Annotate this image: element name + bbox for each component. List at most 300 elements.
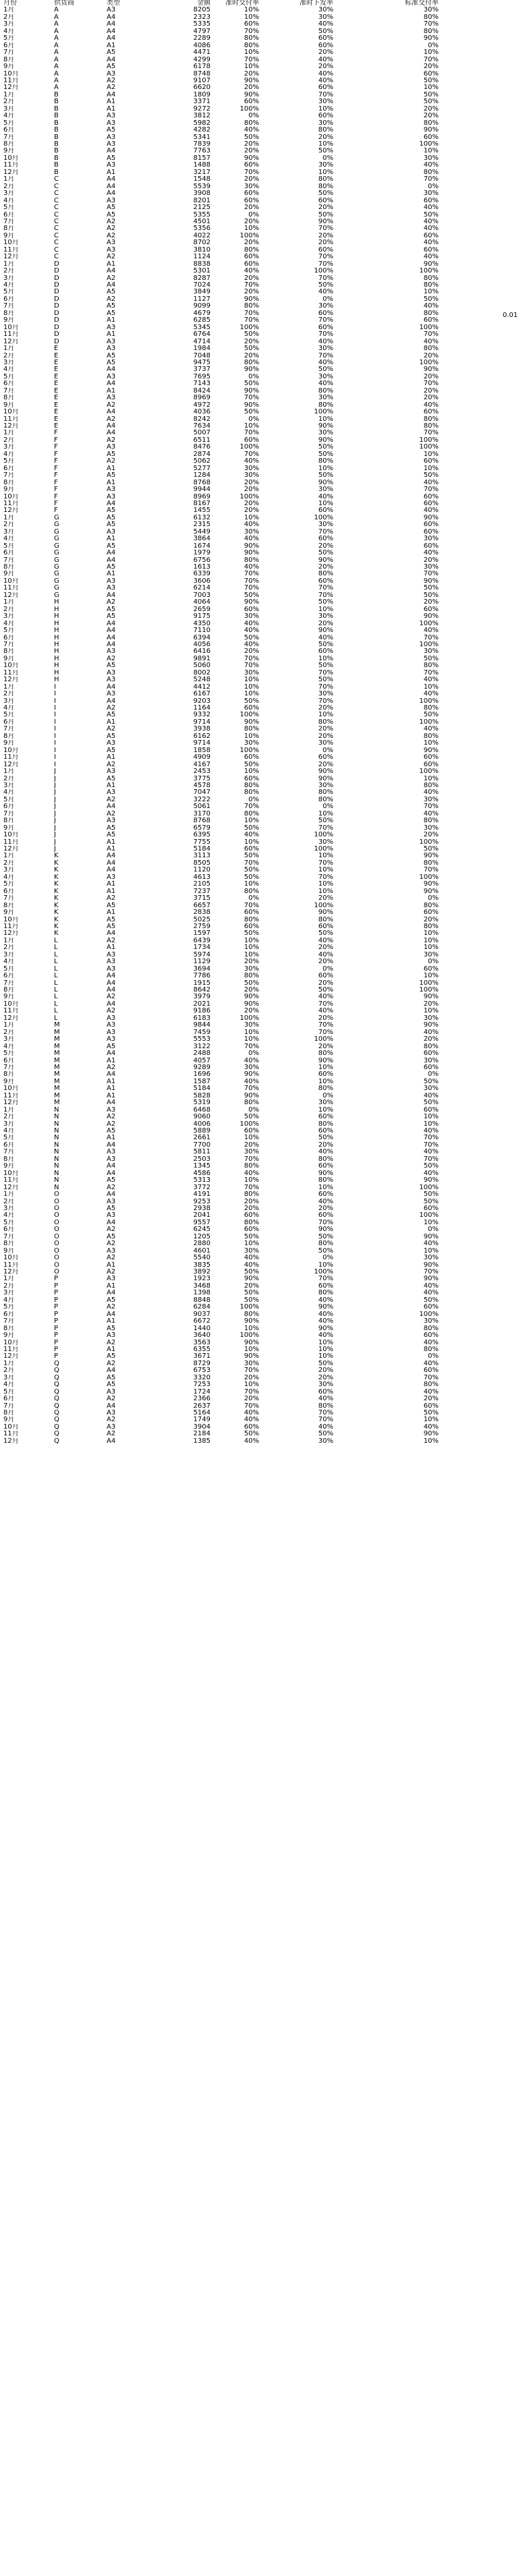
ontime-delivery-cell[interactable]: 80% xyxy=(244,789,259,797)
ontime-issue-cell[interactable]: 60% xyxy=(318,84,333,92)
standard-delivery-cell[interactable]: 10% xyxy=(423,148,439,155)
ontime-delivery-cell[interactable]: 20% xyxy=(244,84,259,92)
supplier-cell[interactable]: Q xyxy=(54,1374,59,1381)
ontime-delivery-cell[interactable]: 80% xyxy=(244,1191,259,1199)
amount-cell[interactable]: 5811 xyxy=(193,1149,211,1156)
type-cell[interactable]: A4 xyxy=(107,556,116,564)
ontime-delivery-cell[interactable]: 90% xyxy=(244,599,259,606)
supplier-cell[interactable]: C xyxy=(54,239,59,247)
standard-delivery-cell[interactable]: 30% xyxy=(423,1057,439,1064)
month-cell[interactable]: 2月 xyxy=(3,1114,15,1121)
supplier-cell[interactable]: Q xyxy=(54,1402,59,1410)
ontime-issue-cell[interactable]: 50% xyxy=(318,1431,333,1438)
amount-cell[interactable]: 7459 xyxy=(193,1029,211,1036)
standard-delivery-cell[interactable]: 30% xyxy=(423,796,439,803)
month-cell[interactable]: 10月 xyxy=(3,70,19,78)
supplier-cell[interactable]: D xyxy=(54,282,59,289)
standard-delivery-cell[interactable]: 50% xyxy=(423,655,439,662)
amount-cell[interactable]: 7695 xyxy=(193,373,211,380)
month-cell[interactable]: 3月 xyxy=(3,444,15,451)
amount-cell[interactable]: 4471 xyxy=(193,49,211,57)
supplier-cell[interactable]: B xyxy=(54,134,59,141)
ontime-issue-cell[interactable]: 60% xyxy=(318,923,333,930)
supplier-cell[interactable]: Q xyxy=(54,1367,59,1375)
standard-delivery-cell[interactable]: 60% xyxy=(423,761,439,768)
supplier-cell[interactable]: H xyxy=(54,627,59,635)
supplier-cell[interactable]: K xyxy=(54,859,59,867)
supplier-cell[interactable]: I xyxy=(54,691,56,698)
standard-delivery-cell[interactable]: 80% xyxy=(423,923,439,930)
ontime-issue-cell[interactable]: 90% xyxy=(318,1057,333,1064)
type-cell[interactable]: A5 xyxy=(107,204,116,212)
standard-delivery-cell[interactable]: 40% xyxy=(423,479,439,486)
type-cell[interactable]: A1 xyxy=(107,1092,116,1099)
amount-cell[interactable]: 2659 xyxy=(193,606,211,613)
ontime-delivery-cell[interactable]: 70% xyxy=(244,56,259,63)
amount-cell[interactable]: 8167 xyxy=(193,500,211,507)
type-cell[interactable]: A2 xyxy=(107,84,116,92)
month-cell[interactable]: 4月 xyxy=(3,1043,15,1050)
supplier-cell[interactable]: D xyxy=(54,324,59,331)
type-cell[interactable]: A3 xyxy=(107,113,116,120)
supplier-cell[interactable]: B xyxy=(54,105,59,113)
amount-cell[interactable]: 3113 xyxy=(193,853,211,860)
standard-delivery-cell[interactable]: 40% xyxy=(423,726,439,733)
ontime-issue-cell[interactable]: 80% xyxy=(318,1240,333,1248)
ontime-delivery-cell[interactable]: 80% xyxy=(244,303,259,310)
month-cell[interactable]: 7月 xyxy=(3,134,15,141)
ontime-issue-cell[interactable]: 40% xyxy=(318,70,333,78)
standard-delivery-cell[interactable]: 40% xyxy=(423,627,439,635)
month-cell[interactable]: 7月 xyxy=(3,218,15,225)
type-cell[interactable]: A3 xyxy=(107,528,116,536)
month-cell[interactable]: 7月 xyxy=(3,641,15,648)
month-cell[interactable]: 11月 xyxy=(3,500,19,507)
ontime-issue-cell[interactable]: 40% xyxy=(318,1332,333,1340)
ontime-issue-cell[interactable]: 20% xyxy=(318,958,333,966)
supplier-cell[interactable]: Q xyxy=(54,1437,59,1445)
ontime-delivery-cell[interactable]: 10% xyxy=(244,225,259,233)
supplier-cell[interactable]: F xyxy=(54,465,58,472)
standard-delivery-cell[interactable]: 40% xyxy=(423,1149,439,1156)
standard-delivery-cell[interactable]: 40% xyxy=(423,1423,439,1431)
ontime-delivery-cell[interactable]: 40% xyxy=(244,620,259,627)
standard-delivery-cell[interactable]: 80% xyxy=(423,119,439,127)
standard-delivery-cell[interactable]: 20% xyxy=(423,1396,439,1403)
type-cell[interactable]: A3 xyxy=(107,7,116,14)
supplier-cell[interactable]: K xyxy=(54,916,59,923)
ontime-issue-cell[interactable]: 40% xyxy=(318,493,333,500)
ontime-issue-cell[interactable]: 30% xyxy=(318,7,333,14)
type-cell[interactable]: A4 xyxy=(107,697,116,705)
type-cell[interactable]: A5 xyxy=(107,542,116,550)
amount-cell[interactable]: 1440 xyxy=(193,1325,211,1332)
standard-delivery-cell[interactable]: 50% xyxy=(423,77,439,84)
month-cell[interactable]: 11月 xyxy=(3,669,19,677)
supplier-cell[interactable]: B xyxy=(54,141,59,148)
standard-delivery-cell[interactable]: 70% xyxy=(423,803,439,811)
standard-delivery-cell[interactable]: 40% xyxy=(423,254,439,261)
ontime-delivery-cell[interactable]: 30% xyxy=(244,1247,259,1255)
ontime-issue-cell[interactable]: 40% xyxy=(318,1296,333,1304)
type-cell[interactable]: A5 xyxy=(107,775,116,782)
ontime-issue-cell[interactable]: 0% xyxy=(323,1255,333,1262)
type-cell[interactable]: A5 xyxy=(107,1296,116,1304)
type-cell[interactable]: A4 xyxy=(107,620,116,627)
ontime-issue-cell[interactable]: 20% xyxy=(318,944,333,952)
ontime-delivery-cell[interactable]: 30% xyxy=(244,965,259,973)
month-cell[interactable]: 1月 xyxy=(3,1360,15,1367)
standard-delivery-cell[interactable]: 60% xyxy=(423,134,439,141)
type-cell[interactable]: A2 xyxy=(107,232,116,239)
ontime-issue-cell[interactable]: 0% xyxy=(323,965,333,973)
standard-delivery-cell[interactable]: 70% xyxy=(423,331,439,339)
amount-cell[interactable]: 2366 xyxy=(193,1396,211,1403)
ontime-delivery-cell[interactable]: 20% xyxy=(244,958,259,966)
ontime-issue-cell[interactable]: 80% xyxy=(318,127,333,134)
type-cell[interactable]: A3 xyxy=(107,395,116,402)
amount-cell[interactable]: 7237 xyxy=(193,888,211,895)
standard-delivery-cell[interactable]: 50% xyxy=(423,1198,439,1205)
month-cell[interactable]: 10月 xyxy=(3,1339,19,1346)
ontime-issue-cell[interactable]: 100% xyxy=(314,902,333,909)
month-cell[interactable]: 5月 xyxy=(3,1219,15,1226)
ontime-issue-cell[interactable]: 90% xyxy=(318,1170,333,1177)
supplier-cell[interactable]: P xyxy=(54,1325,59,1332)
ontime-delivery-cell[interactable]: 50% xyxy=(244,979,259,987)
standard-delivery-cell[interactable]: 50% xyxy=(423,98,439,106)
month-cell[interactable]: 12月 xyxy=(3,846,19,853)
amount-cell[interactable]: 8205 xyxy=(193,7,211,14)
ontime-delivery-cell[interactable]: 20% xyxy=(244,141,259,148)
month-cell[interactable]: 5月 xyxy=(3,204,15,212)
month-cell[interactable]: 7月 xyxy=(3,1318,15,1325)
amount-cell[interactable]: 3904 xyxy=(193,1423,211,1431)
ontime-delivery-cell[interactable]: 80% xyxy=(244,810,259,818)
ontime-delivery-cell[interactable]: 40% xyxy=(244,536,259,543)
ontime-issue-cell[interactable]: 20% xyxy=(318,1043,333,1050)
ontime-delivery-cell[interactable]: 70% xyxy=(244,585,259,592)
type-cell[interactable]: A4 xyxy=(107,28,116,35)
type-cell[interactable]: A3 xyxy=(107,740,116,747)
amount-cell[interactable]: 3775 xyxy=(193,775,211,782)
ontime-delivery-cell[interactable]: 90% xyxy=(244,401,259,409)
standard-delivery-cell[interactable]: 80% xyxy=(423,1325,439,1332)
month-cell[interactable]: 12月 xyxy=(3,592,19,599)
amount-cell[interactable]: 5828 xyxy=(193,1092,211,1099)
ontime-issue-cell[interactable]: 70% xyxy=(318,91,333,98)
ontime-delivery-cell[interactable]: 70% xyxy=(244,169,259,176)
ontime-issue-cell[interactable]: 90% xyxy=(318,436,333,444)
standard-delivery-cell[interactable]: 100% xyxy=(419,768,439,776)
standard-delivery-cell[interactable]: 100% xyxy=(419,718,439,726)
ontime-issue-cell[interactable]: 30% xyxy=(318,1437,333,1445)
supplier-cell[interactable]: F xyxy=(54,430,58,437)
month-cell[interactable]: 3月 xyxy=(3,1120,15,1128)
month-cell[interactable]: 9月 xyxy=(3,1078,15,1085)
standard-delivery-cell[interactable]: 80% xyxy=(423,902,439,909)
standard-delivery-cell[interactable]: 100% xyxy=(419,324,439,331)
ontime-delivery-cell[interactable]: 70% xyxy=(244,571,259,578)
ontime-delivery-cell[interactable]: 70% xyxy=(244,28,259,35)
amount-cell[interactable]: 6178 xyxy=(193,63,211,71)
amount-cell[interactable]: 4167 xyxy=(193,761,211,768)
ontime-delivery-cell[interactable]: 20% xyxy=(244,486,259,494)
supplier-cell[interactable]: C xyxy=(54,225,59,233)
amount-cell[interactable]: 8838 xyxy=(193,260,211,268)
supplier-cell[interactable]: P xyxy=(54,1332,59,1340)
type-cell[interactable]: A4 xyxy=(107,91,116,98)
amount-cell[interactable]: 8157 xyxy=(193,154,211,162)
standard-delivery-cell[interactable]: 90% xyxy=(423,366,439,374)
ontime-delivery-cell[interactable]: 0% xyxy=(248,373,259,380)
amount-cell[interactable]: 4064 xyxy=(193,599,211,606)
type-cell[interactable]: A2 xyxy=(107,937,116,944)
ontime-issue-cell[interactable]: 50% xyxy=(318,282,333,289)
type-cell[interactable]: A3 xyxy=(107,1276,116,1283)
supplier-cell[interactable]: D xyxy=(54,310,59,317)
ontime-issue-cell[interactable]: 60% xyxy=(318,246,333,254)
supplier-cell[interactable]: O xyxy=(54,1269,59,1276)
type-cell[interactable]: A1 xyxy=(107,387,116,395)
ontime-delivery-cell[interactable]: 90% xyxy=(244,1353,259,1361)
type-cell[interactable]: A1 xyxy=(107,1135,116,1142)
month-cell[interactable]: 3月 xyxy=(3,1290,15,1297)
ontime-issue-cell[interactable]: 50% xyxy=(318,987,333,994)
supplier-cell[interactable]: Q xyxy=(54,1423,59,1431)
amount-cell[interactable]: 2880 xyxy=(193,1240,211,1248)
standard-delivery-cell[interactable]: 90% xyxy=(423,1261,439,1269)
standard-delivery-cell[interactable]: 0% xyxy=(428,895,439,903)
amount-cell[interactable]: 4909 xyxy=(193,754,211,762)
type-cell[interactable]: A2 xyxy=(107,1184,116,1191)
amount-cell[interactable]: 5345 xyxy=(193,324,211,331)
ontime-delivery-cell[interactable]: 60% xyxy=(244,1128,259,1135)
type-cell[interactable]: A2 xyxy=(107,1064,116,1071)
amount-cell[interactable]: 4056 xyxy=(193,641,211,648)
standard-delivery-cell[interactable]: 60% xyxy=(423,493,439,500)
standard-delivery-cell[interactable]: 80% xyxy=(423,345,439,353)
supplier-cell[interactable]: N xyxy=(54,1155,59,1163)
supplier-cell[interactable]: E xyxy=(54,345,59,353)
ontime-delivery-cell[interactable]: 70% xyxy=(244,317,259,324)
month-cell[interactable]: 1月 xyxy=(3,1106,15,1114)
ontime-issue-cell[interactable]: 90% xyxy=(318,1304,333,1311)
supplier-cell[interactable]: P xyxy=(54,1346,59,1353)
standard-delivery-cell[interactable]: 0% xyxy=(428,42,439,49)
type-cell[interactable]: A5 xyxy=(107,310,116,317)
month-cell[interactable]: 12月 xyxy=(3,1269,19,1276)
supplier-cell[interactable]: Q xyxy=(54,1360,59,1367)
month-cell[interactable]: 7月 xyxy=(3,49,15,57)
supplier-cell[interactable]: E xyxy=(54,423,59,430)
supplier-cell[interactable]: N xyxy=(54,1106,59,1114)
standard-delivery-cell[interactable]: 40% xyxy=(423,1282,439,1290)
supplier-cell[interactable]: I xyxy=(54,718,56,726)
standard-delivery-cell[interactable]: 40% xyxy=(423,691,439,698)
type-cell[interactable]: A2 xyxy=(107,1226,116,1234)
ontime-delivery-cell[interactable]: 80% xyxy=(244,1311,259,1318)
standard-delivery-cell[interactable]: 0% xyxy=(428,1353,439,1361)
type-cell[interactable]: A1 xyxy=(107,98,116,106)
supplier-cell[interactable]: Q xyxy=(54,1396,59,1403)
month-cell[interactable]: 8月 xyxy=(3,902,15,909)
month-cell[interactable]: 8月 xyxy=(3,733,15,740)
month-cell[interactable]: 5月 xyxy=(3,796,15,803)
amount-cell[interactable]: 1696 xyxy=(193,1071,211,1079)
month-cell[interactable]: 11月 xyxy=(3,585,19,592)
type-cell[interactable]: A2 xyxy=(107,994,116,1001)
ontime-issue-cell[interactable]: 60% xyxy=(318,507,333,515)
month-cell[interactable]: 6月 xyxy=(3,718,15,726)
supplier-cell[interactable]: I xyxy=(54,726,56,733)
standard-delivery-cell[interactable]: 50% xyxy=(423,211,439,219)
ontime-delivery-cell[interactable]: 10% xyxy=(244,1325,259,1332)
month-cell[interactable]: 11月 xyxy=(3,416,19,423)
month-cell[interactable]: 9月 xyxy=(3,317,15,324)
ontime-delivery-cell[interactable]: 60% xyxy=(244,98,259,106)
amount-cell[interactable]: 4613 xyxy=(193,874,211,881)
type-cell[interactable]: A2 xyxy=(107,225,116,233)
supplier-cell[interactable]: P xyxy=(54,1311,59,1318)
type-cell[interactable]: A5 xyxy=(107,1381,116,1389)
ontime-issue-cell[interactable]: 60% xyxy=(318,113,333,120)
amount-cell[interactable]: 5007 xyxy=(193,430,211,437)
supplier-cell[interactable]: H xyxy=(54,677,59,684)
ontime-delivery-cell[interactable]: 70% xyxy=(244,803,259,811)
type-cell[interactable]: A5 xyxy=(107,1233,116,1240)
ontime-issue-cell[interactable]: 50% xyxy=(318,599,333,606)
amount-cell[interactable]: 6620 xyxy=(193,84,211,92)
type-cell[interactable]: A4 xyxy=(107,176,116,183)
ontime-issue-cell[interactable]: 60% xyxy=(318,1071,333,1079)
month-cell[interactable]: 9月 xyxy=(3,63,15,71)
standard-delivery-cell[interactable]: 90% xyxy=(423,514,439,521)
type-cell[interactable]: A5 xyxy=(107,902,116,909)
amount-cell[interactable]: 2315 xyxy=(193,521,211,529)
amount-cell[interactable]: 5301 xyxy=(193,268,211,275)
standard-delivery-cell[interactable]: 40% xyxy=(423,1092,439,1099)
standard-delivery-cell[interactable]: 20% xyxy=(423,832,439,839)
ontime-issue-cell[interactable]: 60% xyxy=(318,1128,333,1135)
amount-cell[interactable]: 6162 xyxy=(193,733,211,740)
month-cell[interactable]: 11月 xyxy=(3,246,19,254)
ontime-delivery-cell[interactable]: 20% xyxy=(244,289,259,296)
ontime-delivery-cell[interactable]: 0% xyxy=(248,416,259,423)
ontime-issue-cell[interactable]: 30% xyxy=(318,1381,333,1389)
supplier-cell[interactable]: Q xyxy=(54,1410,59,1416)
standard-delivery-cell[interactable]: 80% xyxy=(423,1381,439,1389)
amount-cell[interactable]: 1548 xyxy=(193,176,211,183)
type-cell[interactable]: A4 xyxy=(107,1050,116,1058)
ontime-issue-cell[interactable]: 50% xyxy=(318,472,333,480)
ontime-delivery-cell[interactable]: 50% xyxy=(244,697,259,705)
ontime-issue-cell[interactable]: 50% xyxy=(318,550,333,557)
type-cell[interactable]: A4 xyxy=(107,1000,116,1008)
ontime-delivery-cell[interactable]: 50% xyxy=(244,761,259,768)
standard-delivery-cell[interactable]: 50% xyxy=(423,1078,439,1085)
amount-cell[interactable]: 2125 xyxy=(193,204,211,212)
ontime-delivery-cell[interactable]: 60% xyxy=(244,254,259,261)
month-cell[interactable]: 2月 xyxy=(3,1282,15,1290)
amount-cell[interactable]: 2759 xyxy=(193,923,211,930)
month-cell[interactable]: 11月 xyxy=(3,1092,19,1099)
supplier-cell[interactable]: L xyxy=(54,965,58,973)
month-cell[interactable]: 5月 xyxy=(3,1388,15,1396)
standard-delivery-cell[interactable]: 30% xyxy=(423,1085,439,1093)
type-cell[interactable]: A3 xyxy=(107,669,116,677)
standard-delivery-cell[interactable]: 80% xyxy=(423,662,439,670)
standard-delivery-cell[interactable]: 20% xyxy=(423,105,439,113)
amount-cell[interactable]: 9203 xyxy=(193,697,211,705)
standard-delivery-cell[interactable]: 50% xyxy=(423,585,439,592)
ontime-delivery-cell[interactable]: 20% xyxy=(244,204,259,212)
ontime-issue-cell[interactable]: 70% xyxy=(318,225,333,233)
standard-delivery-cell[interactable]: 100% xyxy=(419,1184,439,1191)
ontime-issue-cell[interactable]: 0% xyxy=(323,803,333,811)
amount-cell[interactable]: 3217 xyxy=(193,169,211,176)
month-cell[interactable]: 3月 xyxy=(3,21,15,28)
ontime-issue-cell[interactable]: 10% xyxy=(318,881,333,888)
ontime-issue-cell[interactable]: 10% xyxy=(318,416,333,423)
type-cell[interactable]: A3 xyxy=(107,373,116,380)
ontime-delivery-cell[interactable]: 50% xyxy=(244,1233,259,1240)
ontime-issue-cell[interactable]: 10% xyxy=(318,1346,333,1353)
amount-cell[interactable]: 4299 xyxy=(193,56,211,63)
supplier-cell[interactable]: I xyxy=(54,733,56,740)
ontime-delivery-cell[interactable]: 90% xyxy=(244,1000,259,1008)
ontime-issue-cell[interactable]: 40% xyxy=(318,338,333,345)
month-cell[interactable]: 5月 xyxy=(3,35,15,42)
supplier-cell[interactable]: O xyxy=(54,1233,59,1240)
supplier-cell[interactable]: E xyxy=(54,380,59,388)
amount-cell[interactable]: 4797 xyxy=(193,28,211,35)
amount-cell[interactable]: 9714 xyxy=(193,740,211,747)
ontime-delivery-cell[interactable]: 10% xyxy=(244,423,259,430)
month-cell[interactable]: 9月 xyxy=(3,909,15,917)
month-cell[interactable]: 9月 xyxy=(3,1247,15,1255)
supplier-cell[interactable]: P xyxy=(54,1282,59,1290)
type-cell[interactable]: A1 xyxy=(107,718,116,726)
month-cell[interactable]: 6月 xyxy=(3,127,15,134)
amount-cell[interactable]: 9891 xyxy=(193,655,211,662)
type-cell[interactable]: A1 xyxy=(107,536,116,543)
ontime-issue-cell[interactable]: 40% xyxy=(318,21,333,28)
standard-delivery-cell[interactable]: 90% xyxy=(423,1431,439,1438)
type-cell[interactable]: A4 xyxy=(107,683,116,691)
amount-cell[interactable]: 9175 xyxy=(193,613,211,621)
ontime-delivery-cell[interactable]: 50% xyxy=(244,1269,259,1276)
ontime-issue-cell[interactable]: 40% xyxy=(318,1423,333,1431)
supplier-cell[interactable]: K xyxy=(54,923,59,930)
standard-delivery-cell[interactable]: 40% xyxy=(423,218,439,225)
amount-cell[interactable]: 7003 xyxy=(193,592,211,599)
amount-cell[interactable]: 9060 xyxy=(193,1114,211,1121)
amount-cell[interactable]: 8002 xyxy=(193,669,211,677)
amount-cell[interactable]: 4586 xyxy=(193,1170,211,1177)
ontime-delivery-cell[interactable]: 90% xyxy=(244,542,259,550)
supplier-cell[interactable]: N xyxy=(54,1141,59,1149)
supplier-cell[interactable]: A xyxy=(54,42,59,49)
amount-cell[interactable]: 3737 xyxy=(193,366,211,374)
type-cell[interactable]: A2 xyxy=(107,1114,116,1121)
supplier-cell[interactable]: F xyxy=(54,479,58,486)
header-type[interactable]: 类型 xyxy=(107,0,120,7)
amount-cell[interactable]: 7024 xyxy=(193,282,211,289)
type-cell[interactable]: A1 xyxy=(107,1261,116,1269)
ontime-issue-cell[interactable]: 50% xyxy=(318,1247,333,1255)
month-cell[interactable]: 4月 xyxy=(3,874,15,881)
